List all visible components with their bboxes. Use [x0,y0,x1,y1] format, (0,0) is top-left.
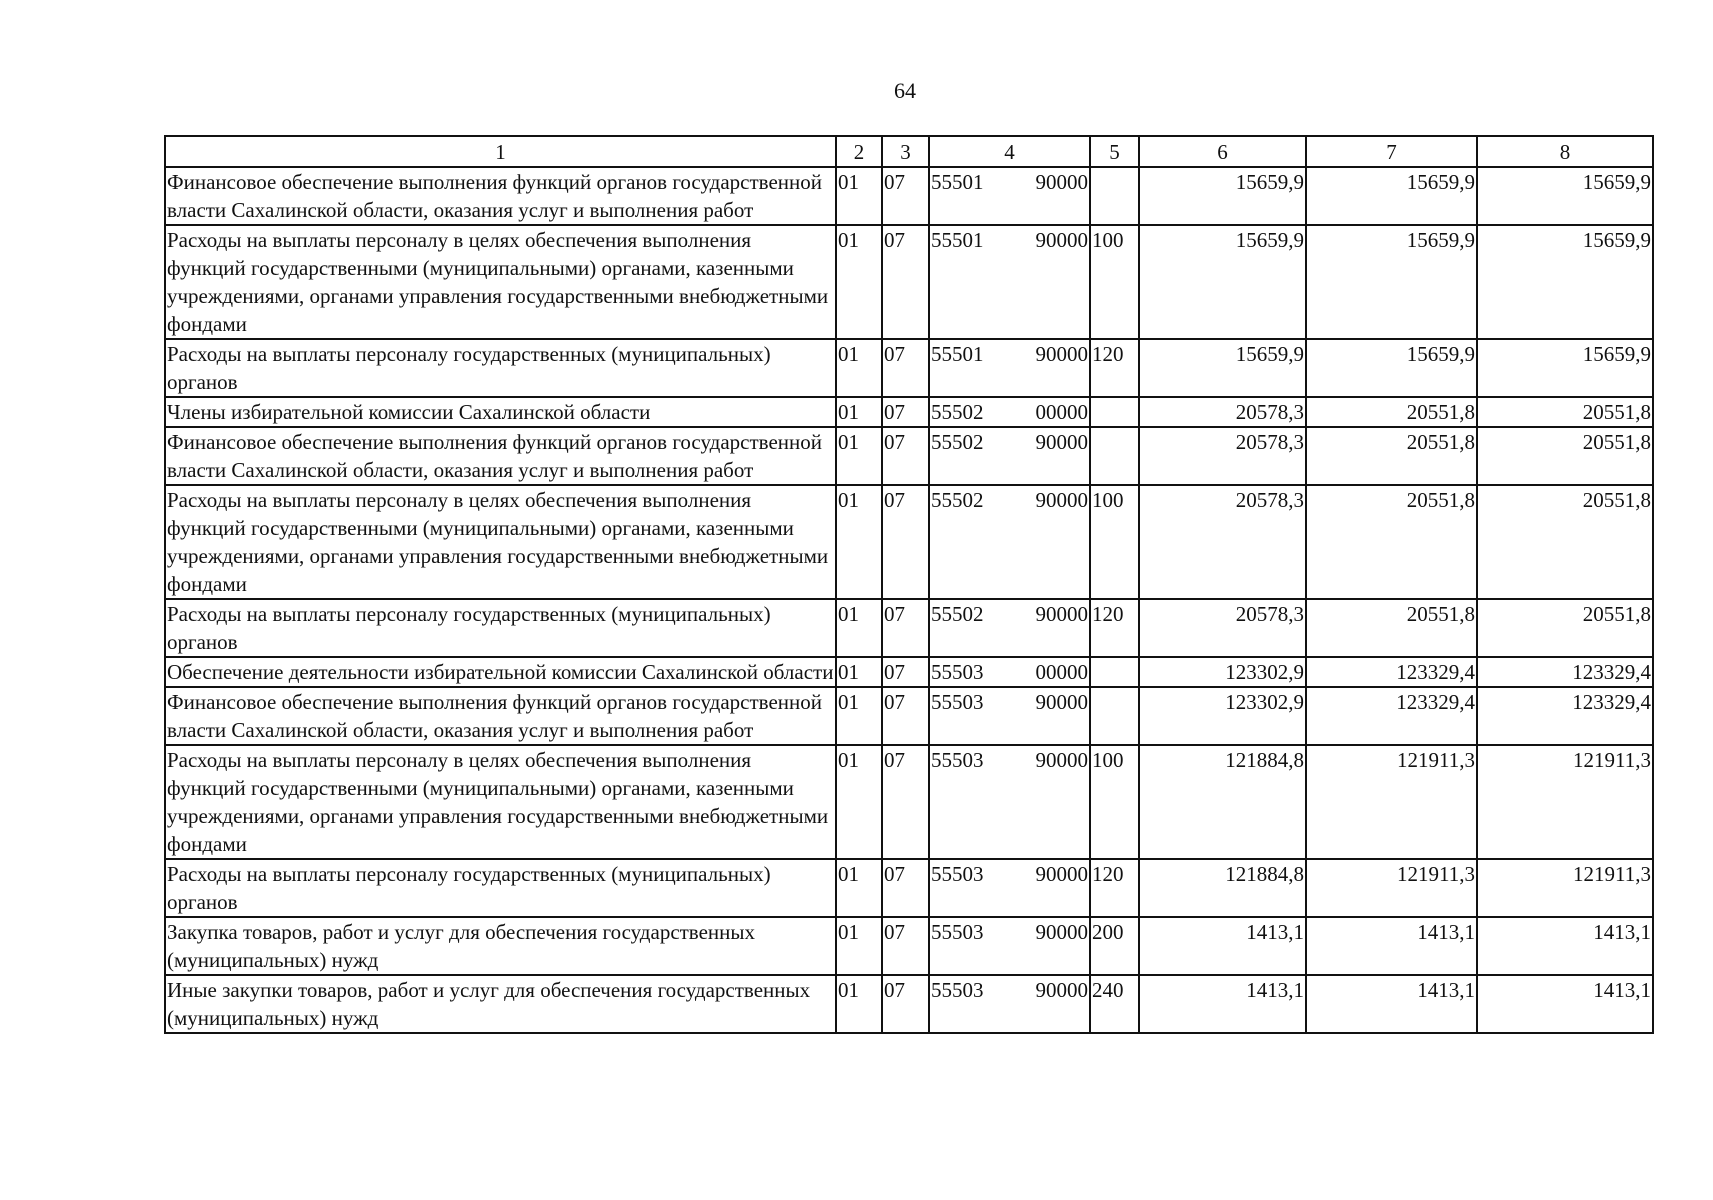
target-program-code: 55503 [931,748,984,772]
amount-col8-cell: 15659,9 [1477,339,1653,397]
header-row [165,136,1653,167]
amount-col7-cell: 1413,1 [1306,975,1477,1033]
amount-col7-cell: 20551,8 [1306,599,1477,657]
expense-name-cell: Расходы на выплаты персоналу в целях обеспечения выполнения функций государственными (муниципальными) органами, казенными учреждениями, органами управления государственными внебюджетными фондами [165,745,836,859]
target-article-cell [929,657,1090,687]
amount-col6-cell: 20578,3 [1139,599,1306,657]
table-row [165,687,1653,745]
amount-col8-cell: 121911,3 [1477,745,1653,859]
expense-type-cell: 200 [1090,917,1139,975]
column-header-6: 6 [1139,136,1306,167]
expense-type-cell: 100 [1090,225,1139,339]
expense-type-cell: 240 [1090,975,1139,1033]
target-direction-code: 90000 [1035,690,1088,714]
expense-name-cell: Члены избирательной комиссии Сахалинской области [165,397,836,427]
target-article-cell [929,485,1090,599]
expense-type-cell [1090,427,1139,485]
table-row [165,599,1653,657]
expense-type-cell [1090,167,1139,225]
amount-col6-cell: 1413,1 [1139,917,1306,975]
amount-col6-cell: 123302,9 [1139,687,1306,745]
expense-type-cell: 120 [1090,599,1139,657]
section-code-cell: 01 [836,225,882,339]
table-row [165,917,1653,975]
target-direction-code: 90000 [1035,862,1088,886]
amount-col7-cell: 15659,9 [1306,339,1477,397]
page-number: 64 [894,78,916,103]
expense-name-cell: Закупка товаров, работ и услуг для обеспечения государственных (муниципальных) нужд [165,917,836,975]
expense-name-cell: Расходы на выплаты персоналу в целях обеспечения выполнения функций государственными (муниципальными) органами, казенными учреждениями, органами управления государственными внебюджетными фондами [165,485,836,599]
amount-col7-cell: 15659,9 [1306,225,1477,339]
expense-name-cell: Финансовое обеспечение выполнения функций органов государственной власти Сахалинской области, оказания услуг и выполнения работ [165,687,836,745]
table-body [165,167,1653,1033]
amount-col8-cell: 1413,1 [1477,917,1653,975]
expense-type-cell [1090,397,1139,427]
section-code-cell: 01 [836,397,882,427]
table-row [165,859,1653,917]
section-code-cell: 01 [836,687,882,745]
column-header-3: 3 [882,136,929,167]
subsection-code-cell: 07 [882,427,929,485]
amount-col8-cell: 123329,4 [1477,657,1653,687]
expense-type-cell: 120 [1090,339,1139,397]
expense-type-cell: 100 [1090,485,1139,599]
amount-col7-cell: 20551,8 [1306,485,1477,599]
table-row [165,167,1653,225]
section-code-cell: 01 [836,745,882,859]
section-code-cell: 01 [836,167,882,225]
target-article-cell [929,687,1090,745]
target-program-code: 55501 [931,342,984,366]
table-header [165,136,1653,167]
expense-name-cell: Расходы на выплаты персоналу государственных (муниципальных) органов [165,859,836,917]
amount-col7-cell: 123329,4 [1306,687,1477,745]
amount-col8-cell: 121911,3 [1477,859,1653,917]
target-direction-code: 90000 [1035,920,1088,944]
amount-col7-cell: 121911,3 [1306,745,1477,859]
amount-col8-cell: 123329,4 [1477,687,1653,745]
amount-col8-cell: 20551,8 [1477,427,1653,485]
target-direction-code: 90000 [1035,978,1088,1002]
amount-col6-cell: 121884,8 [1139,859,1306,917]
expense-name-cell: Обеспечение деятельности избирательной комиссии Сахалинской области [165,657,836,687]
column-header-8: 8 [1477,136,1653,167]
subsection-code-cell: 07 [882,599,929,657]
target-program-code: 55503 [931,862,984,886]
amount-col6-cell: 20578,3 [1139,397,1306,427]
section-code-cell: 01 [836,599,882,657]
target-direction-code: 00000 [1035,660,1088,684]
section-code-cell: 01 [836,657,882,687]
subsection-code-cell: 07 [882,859,929,917]
table-row [165,657,1653,687]
section-code-cell: 01 [836,485,882,599]
amount-col6-cell: 20578,3 [1139,427,1306,485]
column-header-5: 5 [1090,136,1139,167]
table-row [165,225,1653,339]
expense-type-cell: 100 [1090,745,1139,859]
target-direction-code: 90000 [1035,342,1088,366]
amount-col6-cell: 15659,9 [1139,339,1306,397]
amount-col7-cell: 121911,3 [1306,859,1477,917]
amount-col7-cell: 123329,4 [1306,657,1477,687]
subsection-code-cell: 07 [882,397,929,427]
expense-name-cell: Финансовое обеспечение выполнения функций органов государственной власти Сахалинской области, оказания услуг и выполнения работ [165,427,836,485]
table-row [165,975,1653,1033]
target-direction-code: 90000 [1035,170,1088,194]
target-program-code: 55503 [931,978,984,1002]
expense-name-cell: Финансовое обеспечение выполнения функций органов государственной власти Сахалинской области, оказания услуг и выполнения работ [165,167,836,225]
target-program-code: 55501 [931,170,984,194]
amount-col8-cell: 1413,1 [1477,975,1653,1033]
expense-name-cell: Расходы на выплаты персоналу государственных (муниципальных) органов [165,339,836,397]
target-article-cell [929,427,1090,485]
subsection-code-cell: 07 [882,167,929,225]
amount-col8-cell: 15659,9 [1477,167,1653,225]
expense-name-cell: Иные закупки товаров, работ и услуг для обеспечения государственных (муниципальных) нужд [165,975,836,1033]
amount-col6-cell: 121884,8 [1139,745,1306,859]
subsection-code-cell: 07 [882,339,929,397]
subsection-code-cell: 07 [882,687,929,745]
expense-name-cell: Расходы на выплаты персоналу государственных (муниципальных) органов [165,599,836,657]
target-article-cell [929,397,1090,427]
target-direction-code: 90000 [1035,430,1088,454]
target-program-code: 55502 [931,488,984,512]
section-code-cell: 01 [836,859,882,917]
target-direction-code: 00000 [1035,400,1088,424]
target-article-cell [929,339,1090,397]
target-article-cell [929,859,1090,917]
target-program-code: 55502 [931,602,984,626]
expense-name-cell: Расходы на выплаты персоналу в целях обеспечения выполнения функций государственными (муниципальными) органами, казенными учреждениями, органами управления государственными внебюджетными фондами [165,225,836,339]
target-article-cell [929,745,1090,859]
table-row [165,745,1653,859]
amount-col8-cell: 20551,8 [1477,485,1653,599]
column-header-2: 2 [836,136,882,167]
section-code-cell: 01 [836,975,882,1033]
amount-col6-cell: 15659,9 [1139,167,1306,225]
section-code-cell: 01 [836,917,882,975]
target-article-cell [929,917,1090,975]
column-header-1: 1 [165,136,836,167]
column-header-4: 4 [929,136,1090,167]
amount-col6-cell: 20578,3 [1139,485,1306,599]
target-direction-code: 90000 [1035,488,1088,512]
amount-col6-cell: 1413,1 [1139,975,1306,1033]
amount-col7-cell: 15659,9 [1306,167,1477,225]
section-code-cell: 01 [836,339,882,397]
amount-col7-cell: 1413,1 [1306,917,1477,975]
target-article-cell [929,167,1090,225]
subsection-code-cell: 07 [882,975,929,1033]
target-program-code: 55502 [931,400,984,424]
amount-col7-cell: 20551,8 [1306,397,1477,427]
amount-col8-cell: 20551,8 [1477,397,1653,427]
target-article-cell [929,975,1090,1033]
target-article-cell [929,225,1090,339]
table-row [165,339,1653,397]
target-article-cell [929,599,1090,657]
expense-type-cell [1090,687,1139,745]
subsection-code-cell: 07 [882,657,929,687]
budget-table [164,135,1654,1034]
table-row [165,485,1653,599]
section-code-cell: 01 [836,427,882,485]
amount-col8-cell: 20551,8 [1477,599,1653,657]
column-header-7: 7 [1306,136,1477,167]
subsection-code-cell: 07 [882,225,929,339]
subsection-code-cell: 07 [882,745,929,859]
table-row [165,397,1653,427]
expense-type-cell: 120 [1090,859,1139,917]
amount-col6-cell: 123302,9 [1139,657,1306,687]
target-program-code: 55503 [931,920,984,944]
target-program-code: 55503 [931,690,984,714]
subsection-code-cell: 07 [882,485,929,599]
target-program-code: 55502 [931,430,984,454]
amount-col6-cell: 15659,9 [1139,225,1306,339]
target-program-code: 55501 [931,228,984,252]
table-row [165,427,1653,485]
subsection-code-cell: 07 [882,917,929,975]
target-program-code: 55503 [931,660,984,684]
target-direction-code: 90000 [1035,228,1088,252]
expense-type-cell [1090,657,1139,687]
target-direction-code: 90000 [1035,602,1088,626]
amount-col7-cell: 20551,8 [1306,427,1477,485]
amount-col8-cell: 15659,9 [1477,225,1653,339]
target-direction-code: 90000 [1035,748,1088,772]
